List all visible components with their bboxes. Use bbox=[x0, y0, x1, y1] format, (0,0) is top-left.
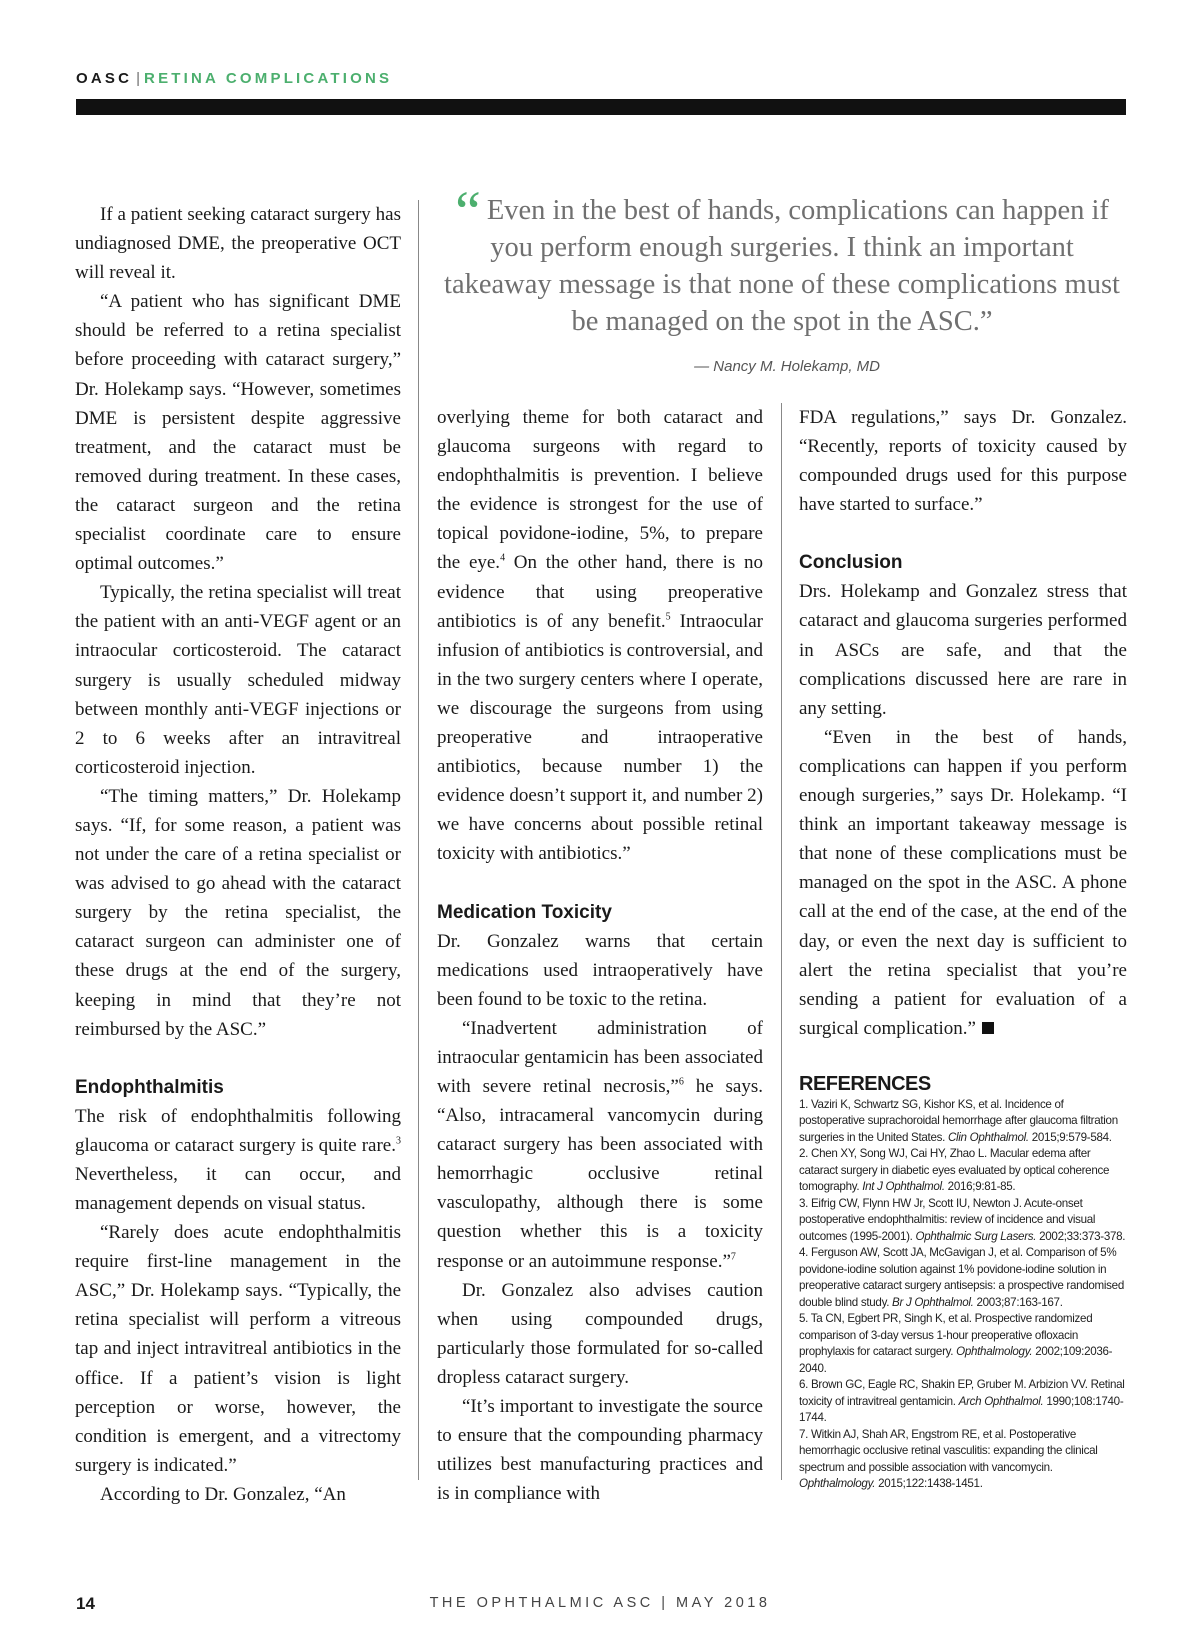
citation: 5 bbox=[665, 611, 671, 623]
pull-quote bbox=[440, 179, 1124, 340]
header-separator: | bbox=[136, 70, 141, 87]
header-section: RETINA COMPLICATIONS bbox=[144, 70, 393, 87]
paragraph: overlying theme for both cataract and glaucoma surgeons with regard to endophthalmitis is prevention. I believe the evidence is strongest for the use of topical povidone-iodine, 5%, to prepare the eye.$^4$ On the other hand, there is no evidence that using preoperative antibiotics is of any benefit.$^5$ Intraocular infusion of antibiotics is controversial, and in the two surgery centers where I operate, we discourage the surgeons from using preoperative and intraoperative antibiotics, because number 1) the evidence doesn’t support it, and number 2) we have concerns about possible retinal toxicity with antibiotics.” bbox=[437, 407, 763, 865]
paragraph: “Rarely does acute endophthalmitis require first-line management in the ASC,” Dr. Holekamp says. “Typically, the retina specialist will perform a vitreous tap and inject intravitreal antibiotics in the office. If a patient’s vision is light perception or worse, however, the condition is emergent, and a vitrectomy surgery is indicated.” bbox=[75, 1222, 401, 1476]
column-rule bbox=[418, 200, 419, 1480]
end-of-article-icon bbox=[982, 1022, 994, 1034]
column-1 bbox=[75, 200, 401, 1509]
citation: 6 bbox=[678, 1076, 684, 1088]
section-heading-conclusion: Conclusion bbox=[799, 552, 903, 574]
paragraph: Dr. Gonzalez warns that certain medications used intraoperatively have been found to be toxic to the retina. bbox=[437, 930, 763, 1010]
column-3 bbox=[799, 403, 1127, 1493]
citation: 7 bbox=[730, 1251, 736, 1263]
footer-publication: THE OPHTHALMIC ASC | MAY 2018 bbox=[429, 1595, 771, 1611]
paragraph: “A patient who has significant DME should be referred to a retina specialist before proceeding with cataract surgery,” Dr. Holekamp says. “However, sometimes DME is persistent despite aggressive treatment, and the cataract must be removed during treatment. In these cases, the cataract surgeon and the retina specialist coordinate care to ensure optimal outcomes.” bbox=[75, 291, 401, 575]
quote-mark-icon: “ bbox=[455, 179, 481, 244]
paragraph: Drs. Holekamp and Gonzalez stress that cataract and glaucoma surgeries performed in ASCs are safe, and that the complications discussed here are rare in any setting. bbox=[799, 581, 1127, 719]
header-bar bbox=[76, 99, 1126, 115]
pull-quote-attribution: — Nancy M. Holekamp, MD bbox=[694, 358, 880, 375]
paragraph: Typically, the retina specialist will treat the patient with an anti-VEGF agent or an intraocular corticosteroid. The cataract surgery is usually scheduled midway between monthly anti-VEGF injections or 2 to 6 weeks after an intravitreal corticosteroid injection. bbox=[75, 582, 401, 778]
citation: 4 bbox=[500, 553, 506, 565]
section-heading-endophthalmitis: Endophthalmitis bbox=[75, 1076, 224, 1098]
paragraph: “The timing matters,” Dr. Holekamp says. “If, for some reason, a patient was not under the care of a retina specialist or was advised to go ahead with the cataract surgery by the retina specialist, the cataract surgeon can administer one of these drugs at the end of the surgery, keeping in mind that they’re not reimbursed by the ASC.” bbox=[75, 785, 401, 1040]
column-rule bbox=[781, 403, 782, 1480]
pull-quote-text: Even in the best of hands, complications can happen if you perform enough surgeries. I think an important takeaway message is that none of these complications must be managed on the spot in the ASC.” bbox=[444, 195, 1120, 337]
paragraph: “Even in the best of hands, complications can happen if you perform enough surgeries,” says Dr. Holekamp. “I think an important takeaway message is that none of these complications must be managed on the spot in the ASC. A phone call at the end of the case, at the end of the day, or even the next day is sufficient to alert the retina specialist that you’re sending a patient for evaluation of a surgical complication.” bbox=[799, 726, 1127, 1039]
reference-item: 5. Ta CN, Egbert PR, Singh K, et al. Prospective randomized comparison of 3-day versus 1-hour preoperative ofloxacin prophylaxis for cataract surgery. Ophthalmology. 2002;109:2036-2040. bbox=[799, 1312, 1113, 1375]
paragraph: The risk of endophthalmitis following glaucoma or cataract surgery is quite rare.$^3$ Nevertheless, it can occur, and management depends on visual status. bbox=[75, 1105, 401, 1214]
reference-item: 6. Brown GC, Eagle RC, Shakin EP, Gruber M. Arbizion VV. Retinal toxicity of intravitreal gentamicin. Arch Ophthalmol. 1990;108:1740-1744. bbox=[799, 1378, 1125, 1425]
column-2 bbox=[437, 403, 763, 1508]
paragraph: “It’s important to investigate the source to ensure that the compounding pharmacy utilizes best manufacturing practices and is in compliance with bbox=[437, 1396, 763, 1505]
reference-item: 4. Ferguson AW, Scott JA, McGavigan J, et al. Comparison of 5% povidone-iodine solution against 1% povidone-iodine solution in preoperative cataract surgery antisepsis: a prospective randomised double blind study. Br J Ophthalmol. 2003;87:163-167. bbox=[799, 1246, 1124, 1309]
citation: 3 bbox=[396, 1135, 401, 1147]
paragraph: Dr. Gonzalez also advises caution when using compounded drugs, particularly those formulated for so-called dropless cataract surgery. bbox=[437, 1279, 763, 1388]
section-heading-medication-toxicity: Medication Toxicity bbox=[437, 901, 612, 923]
paragraph: “Inadvertent administration of intraocular gentamicin has been associated with severe retinal necrosis,”$^6$ he says. “Also, intracameral vancomycin during cataract surgery has been associated with hemorrhagic occlusive retinal vasculopathy, although there is some question whether this is a toxicity response or an autoimmune response.”$^7$ bbox=[437, 1017, 764, 1272]
reference-item: 7. Witkin AJ, Shah AR, Engstrom RE, et al. Postoperative hemorrhagic occlusive retinal vasculitis: expanding the clinical spectrum and possible association with vancomycin. Ophthalmology. 2015;122:1438-1451. bbox=[799, 1427, 1098, 1491]
running-header bbox=[76, 70, 392, 87]
paragraph: If a patient seeking cataract surgery has undiagnosed DME, the preoperative OCT will reveal it. bbox=[75, 204, 401, 284]
references-list bbox=[799, 1097, 1127, 1493]
reference-item: 2. Chen XY, Song WJ, Cai HY, Zhao L. Macular edema after cataract surgery in diabetic eyes evaluated by optical coherence tomography. Int J Ophthalmol. 2016;9:81-85. bbox=[799, 1147, 1110, 1194]
header-brand: OASC bbox=[76, 70, 133, 87]
paragraph: According to Dr. Gonzalez, “An bbox=[100, 1483, 346, 1505]
references-title: REFERENCES bbox=[799, 1072, 931, 1095]
page-number: 14 bbox=[76, 1594, 95, 1613]
paragraph: FDA regulations,” says Dr. Gonzalez. “Recently, reports of toxicity caused by compounded drugs used for this purpose have started to surface.” bbox=[799, 407, 1127, 516]
reference-item: 3. Eifrig CW, Flynn HW Jr, Scott IU, Newton J. Acute-onset postoperative endophthalmitis: review of incidence and visual outcomes (1995-2001). Ophthalmic Surg Lasers. 2002;33:373-378. bbox=[799, 1196, 1126, 1243]
reference-item: 1. Vaziri K, Schwartz SG, Kishor KS, et al. Incidence of postoperative suprachoroidal hemorrhage after glaucoma filtration surgeries in the United States. Clin Ophthalmol. 2015;9:579-584. bbox=[799, 1097, 1118, 1144]
